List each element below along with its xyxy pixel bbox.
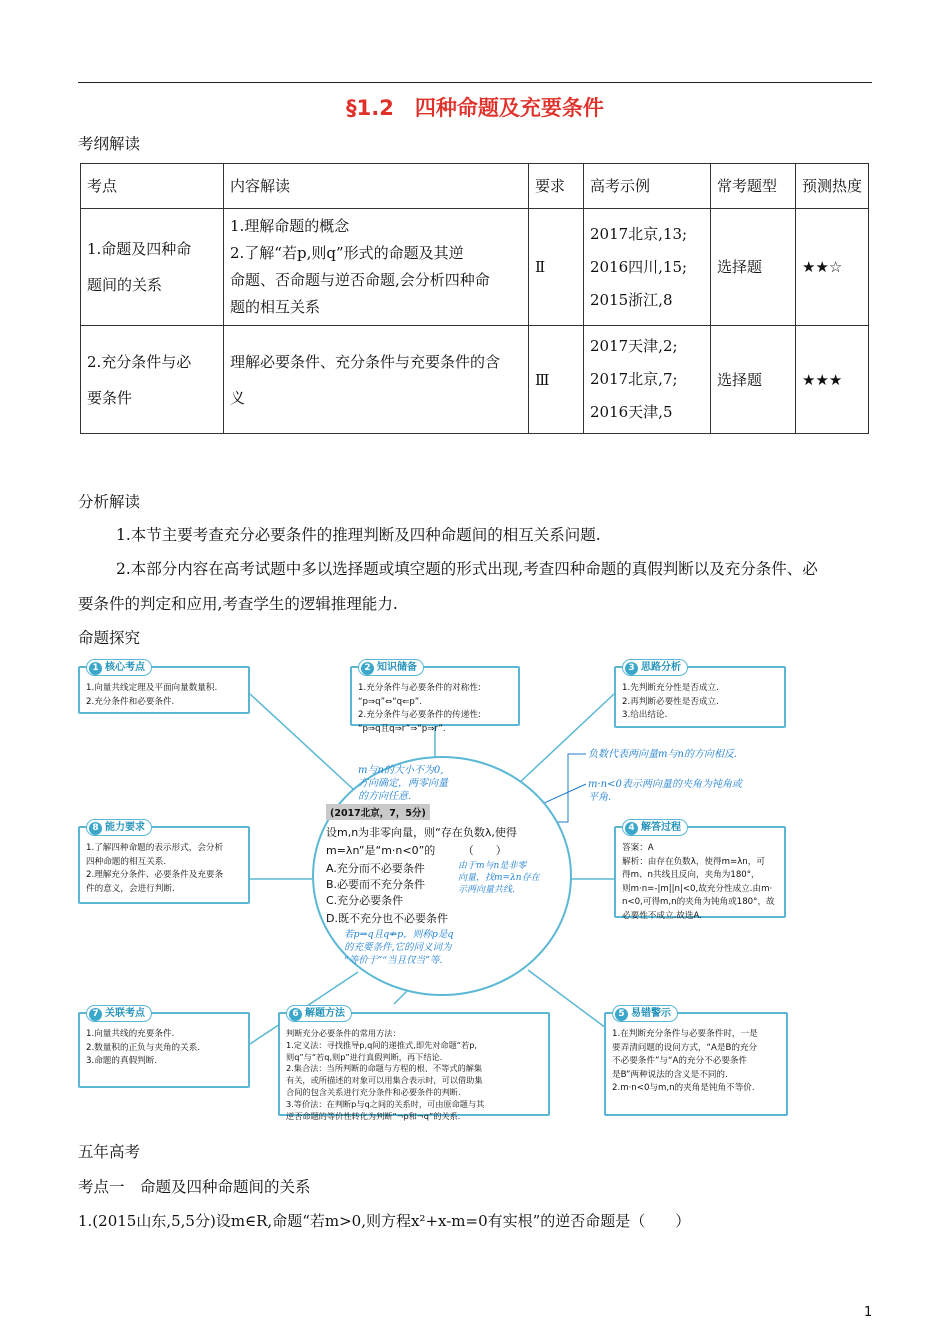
question-option-b: B.必要而不充分条件	[326, 878, 426, 891]
analysis-paragraph-1: 1.本节主要考查充分必要条件的推理判断及四种命题间的相互关系问题.	[116, 526, 601, 544]
page-title: §1.2 四种命题及充要条件	[346, 96, 604, 120]
outline-table	[80, 163, 869, 434]
box-approach-analysis: 3 思路分析 1.先判断充分性是否成立. 2.再判断必要性是否成立. 3.给出结论.	[614, 666, 786, 728]
header-cell: 考点	[81, 164, 224, 209]
header-rule	[78, 82, 872, 83]
box-error-warnings: 5 易错警示 1.在判断充分条件与必要条件时，一是 要弄清问题的设问方式，“A是B的充分 不必要条件”与“A的充分不必要条件 是B”两种说法的含义是不同的. 2.m·n<0与m,n的夹角是钝角不等价.	[604, 1012, 788, 1116]
table-cell-heat: ★★★	[796, 326, 869, 434]
header-cell: 内容解读	[224, 164, 529, 209]
question-stem-1: 设m,n为非零向量，则“存在负数λ,使得	[326, 826, 517, 839]
table-cell-heat: ★★☆	[796, 209, 869, 326]
box-ability-requirements: 8 能力要求 1.了解四种命题的表示形式，会分析 四种命题的相互关系. 2.理解充分条件、必要条件及充要条 件的意义，会进行判断.	[78, 826, 250, 904]
table-row	[81, 209, 869, 326]
box-solution-methods: 6 解题方法 判断充分必要条件的常用方法： 1.定义法：寻找推导p,q间的递推式,即先对命题“若p, 则q”与“若q,则p”进行真假判断，再下结论. 2.集合法：当所判断的命题与方程的根、不等式的解集 有关，或所描述的对象可以用集合表示时，可以借助集 合间的包含关系进行充分条件和必要条件的判断. 3.等价法：在判断p与q之间的关系时，可由原命题与其 逆否命题的等价性转化为判断“¬p和¬q”的关系.	[278, 1012, 550, 1116]
section-topic1-heading: 考点一 命题及四种命题间的关系	[78, 1178, 311, 1196]
table-cell-examples: 2017北京,13; 2016四川,15; 2015浙江,8	[584, 209, 711, 326]
section-five-years-heading: 五年高考	[78, 1143, 141, 1161]
question-stem-2: m=λn”是“m·n<0”的 （ ）	[326, 844, 507, 857]
section-outline-heading: 考纲解读	[78, 135, 141, 153]
table-cell-type: 选择题	[711, 209, 796, 326]
table-row	[81, 326, 869, 434]
table-cell-level: Ⅱ	[529, 209, 584, 326]
table-header-row	[81, 164, 869, 209]
question-1: 1.(2015山东,5,5分)设m∈R,命题“若m>0,则方程x²+x-m=0有实根”的逆否命题是（ ）	[78, 1212, 691, 1230]
header-cell: 要求	[529, 164, 584, 209]
mind-map	[78, 654, 790, 1121]
question-option-a: A.充分而不必要条件	[326, 862, 425, 875]
analysis-paragraph-2-cont: 要条件的判定和应用,考查学生的逻辑推理能力.	[78, 595, 398, 613]
handwritten-note-vectors: m与n的大小不为0, 方向确定，两零向量 的方向任意.	[358, 765, 448, 802]
analysis-paragraph-2: 2.本部分内容在高考试题中多以选择题或填空题的形式出现,考查四种命题的真假判断以及充分条件、必	[116, 560, 818, 578]
header-cell: 高考示例	[584, 164, 711, 209]
handwritten-note-obtuse: m·n<0表示两向量的夹角为钝角或 平角.	[588, 779, 742, 803]
table-cell-examples: 2017天津,2; 2017北京,7; 2016天津,5	[584, 326, 711, 434]
table-cell-level: Ⅲ	[529, 326, 584, 434]
handwritten-note-collinear: 由于m与n是非零 向量，找m=λn存在 示两向量共线.	[458, 861, 540, 895]
header-cell: 预测热度	[796, 164, 869, 209]
page-number: 1	[864, 1305, 873, 1320]
box-knowledge-reserve: 2 知识储备 1.充分条件与必要条件的对称性: “p⇒q”⇔“q⇐p”. 2.充分条件与必要条件的传递性: “p⇒q且q⇒r”⇒“p⇒r”.	[350, 666, 520, 726]
handwritten-note-equivalence: 若p⇒q且q⇏p，则称p是q 的充要条件,它的同义词为 “等价于”“当且仅当”等.	[344, 929, 454, 966]
table-cell-point: 2.充分条件与必 要条件	[81, 326, 224, 434]
box-related-points: 7 关联考点 1.向量共线的充要条件. 2.数量积的正负与夹角的关系. 3.命题的真假判断.	[78, 1012, 250, 1088]
section-analysis-heading: 分析解读	[78, 493, 141, 511]
header-cell: 常考题型	[711, 164, 796, 209]
question-option-d: D.既不充分也不必要条件	[326, 912, 448, 925]
table-cell-type: 选择题	[711, 326, 796, 434]
table-cell-content: 1.理解命题的概念 2.了解“若p,则q”形式的命题及其逆 命题、否命题与逆否命题,会分析四种命 题的相互关系	[224, 209, 529, 326]
box-solution-process: 4 解答过程 答案：A 解析：由存在负数λ，使得m=λn，可 得m、n共线且反向，夹角为180°， 则m·n=-|m||n|<0,故充分性成立.由m· n<0,可得m,n的夹角为钝角或180°，故 必要性不成立.故选A.	[614, 826, 786, 918]
question-option-c: C.充分必要条件	[326, 894, 404, 907]
table-cell-point: 1.命题及四种命 题间的关系	[81, 209, 224, 326]
table-cell-content: 理解必要条件、充分条件与充要条件的含 义	[224, 326, 529, 434]
box-core-points: 1 核心考点 1.向量共线定理及平面向量数量积. 2.充分条件和必要条件.	[78, 666, 250, 714]
question-source: (2017北京，7，5分)	[326, 804, 430, 820]
section-explore-heading: 命题探究	[78, 629, 141, 647]
handwritten-note-negative: 负数代表两向量m与n的方向相反.	[588, 749, 738, 760]
